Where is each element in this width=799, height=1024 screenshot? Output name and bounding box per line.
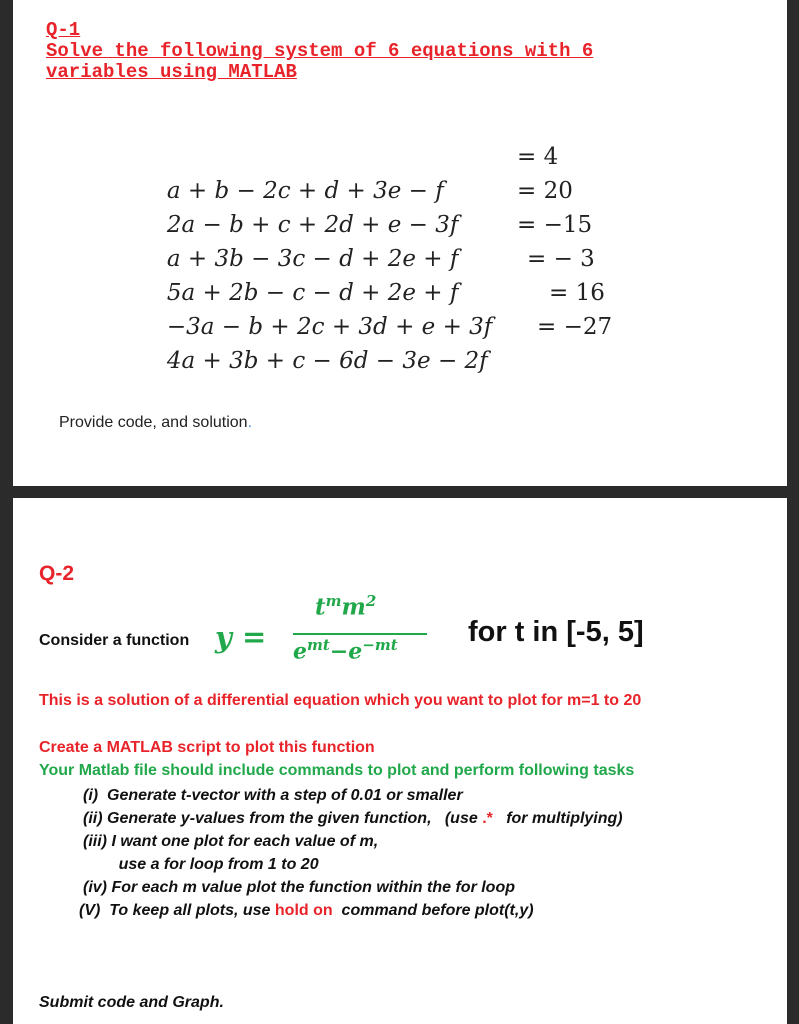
fraction-bar: [293, 633, 427, 635]
task-text: (V) To keep all plots, use: [79, 902, 275, 919]
q1-heading: [46, 20, 593, 83]
den-minus: −: [329, 638, 349, 665]
submit-instruction: Submit code and Graph.: [39, 994, 224, 1011]
task-item: (iv) For each m value plot the function within the for loop: [83, 879, 515, 896]
range-text: for t in [-5, 5]: [468, 616, 644, 648]
equation-lhs: 5a + 2b − c − d + 2e + f: [166, 280, 459, 306]
formula-y: y =: [215, 620, 267, 654]
task-item: (i) Generate t-vector with a step of 0.01 or smaller: [83, 787, 463, 804]
equation-lhs: 4a + 3b + c − 6d − 3e − 2f: [166, 348, 488, 374]
equation-lhs: 2a − b + c + 2d + e − 3f: [166, 212, 459, 238]
question-1-panel: [13, 0, 787, 486]
task-text: for multiplying): [492, 810, 623, 827]
formula-numerator: [315, 592, 376, 621]
create-line: Create a MATLAB script to plot this function: [39, 739, 375, 756]
den-exp1: mt: [307, 636, 330, 654]
q1-title-line-1: Solve the following system of 6 equations with 6: [46, 40, 594, 62]
num-t: t: [315, 593, 326, 621]
den-e1: e: [293, 638, 307, 665]
equation-rhs: = 20: [517, 178, 573, 204]
equation-rhs: = − 3: [527, 246, 595, 272]
task-item: (iii) I want one plot for each value of m,: [83, 833, 379, 850]
formula-denominator: [293, 636, 398, 664]
function-formula: [215, 592, 435, 672]
den-e2: e: [348, 638, 363, 665]
task-list: [79, 784, 623, 922]
den-exp2: −mt: [362, 636, 398, 654]
num-2: 2: [365, 592, 377, 610]
q1-title-line-2: variables using MATLAB: [46, 61, 297, 83]
equation-lhs: −3a − b + 2c + 3d + e + 3f: [166, 314, 493, 340]
consider-text: Consider a function: [39, 632, 190, 649]
equation-rhs: = 16: [549, 280, 605, 306]
provide-text: Provide code, and solution: [59, 414, 248, 431]
task-item: [83, 807, 623, 830]
equation-lhs: a + b − 2c + d + 3e − f: [166, 178, 444, 204]
task-text: (ii) Generate y-values from the given function, (use: [83, 810, 483, 827]
question-2-panel: [13, 498, 787, 1024]
q1-label: Q-1: [46, 19, 81, 41]
task-text: command before plot(t,y): [332, 902, 534, 919]
provide-dot: .: [247, 414, 253, 431]
multiply-operator: .*: [482, 810, 493, 827]
q2-label: Q-2: [39, 562, 75, 585]
equation-system: [123, 140, 613, 374]
hold-on-command: hold on: [274, 902, 333, 919]
solution-line: This is a solution of a differential equation which you want to plot for m=1 to 20: [39, 692, 642, 709]
provide-instruction: [59, 414, 252, 432]
equation-rhs: = −15: [517, 212, 593, 238]
equation-row: [123, 208, 593, 272]
task-item: use a for loop from 1 to 20: [83, 856, 319, 873]
equation-rhs: = 4: [517, 144, 559, 170]
num-m: m: [341, 593, 366, 621]
include-line: Your Matlab file should include commands to plot and perform following tasks: [39, 762, 635, 779]
task-item: [79, 899, 623, 922]
equation-row: [123, 310, 613, 374]
equation-lhs: a + 3b − 3c − d + 2e + f: [166, 246, 459, 272]
equation-rhs: = −27: [537, 314, 613, 340]
num-m-exp: m: [325, 592, 342, 610]
